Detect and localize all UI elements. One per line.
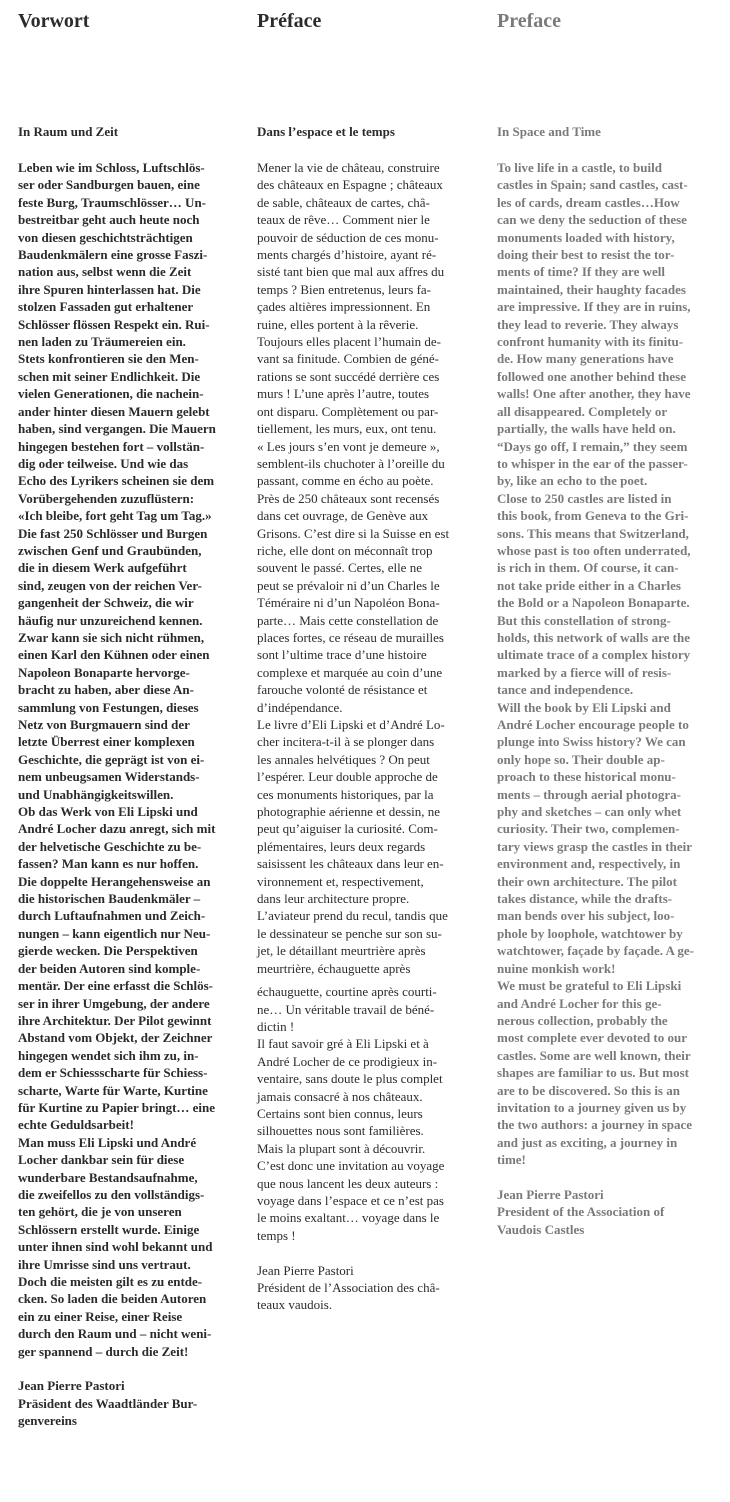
text-line: ander hinter diesen Mauern gelebt bbox=[18, 403, 210, 419]
text-line: für Kurtine zu Papier bringt… eine bbox=[18, 1099, 216, 1115]
text-line: letzte Überrest einer komplexen bbox=[18, 734, 195, 750]
text-line: phole by loophole, watchtower by bbox=[497, 925, 683, 941]
text-line: temps ? Bien entretenus, leurs fa- bbox=[257, 281, 431, 297]
german-subtitle: In Raum und Zeit bbox=[18, 124, 119, 139]
text-line: fassen? Man kann es nur hoffen. bbox=[18, 856, 199, 872]
text-line: the two authors: a journey in space bbox=[497, 1117, 692, 1133]
text-line: ments of time? If they are well bbox=[497, 264, 665, 280]
french-subtitle: Dans l’espace et le temps bbox=[257, 124, 395, 139]
text-line: walls! One after another, they have bbox=[497, 386, 691, 402]
text-line: stolzen Fassaden gut erhaltener bbox=[18, 299, 194, 315]
text-line: L’aviateur prend du recul, tandis que bbox=[257, 908, 448, 924]
text-line: les of cards, dream castles…How bbox=[497, 194, 680, 210]
text-line: peut se prévaloir ni d’un Charles le bbox=[257, 577, 440, 593]
text-line: haben, sind vergangen. Die Mauern bbox=[18, 421, 216, 437]
text-line: Certains sont bien connus, leurs bbox=[257, 1105, 423, 1121]
text-line: dictin ! bbox=[257, 1018, 295, 1034]
text-line: this book, from Geneva to the Gri- bbox=[497, 508, 689, 524]
german-title: Vorwort bbox=[18, 10, 90, 32]
text-line: und Unabhängigkeitswillen. bbox=[18, 786, 174, 802]
text-line: sammlung von Festungen, dieses bbox=[18, 699, 199, 715]
text-line: schen mit seiner Endlichkeit. Die bbox=[18, 368, 201, 384]
text-line: their own architecture. The pilot bbox=[497, 873, 677, 889]
text-line: dans leur architecture propre. bbox=[257, 891, 410, 907]
signature-line: Präsident des Waadtländer Bur- bbox=[18, 1395, 198, 1411]
text-line: l’espérer. Leur double approche de bbox=[257, 769, 438, 785]
text-line: cken. So laden die beiden Autoren bbox=[18, 1291, 207, 1307]
text-line: invitation to a journey given us by bbox=[497, 1099, 687, 1115]
text-line: que nous lancent les deux auteurs : bbox=[257, 1175, 439, 1191]
text-line: hingegen bestehen fort – vollstän- bbox=[18, 438, 205, 454]
signature-line: President of the Association of bbox=[497, 1204, 665, 1220]
text-line: die in diesem Werk aufgeführt bbox=[18, 560, 187, 576]
text-line: photographie aérienne et dessin, ne bbox=[257, 804, 441, 820]
text-line: gierde wecken. Die Perspektiven bbox=[18, 943, 198, 959]
text-line: Baudenkmälern eine grosse Faszi- bbox=[18, 247, 208, 263]
text-line: curiosity. Their two, complemen- bbox=[497, 821, 680, 837]
text-line: ultimate trace of a complex history bbox=[497, 647, 691, 663]
paragraph-gap bbox=[18, 1360, 216, 1377]
text-line: wunderbare Bestandsaufnahme, bbox=[18, 1169, 198, 1185]
text-line: Echo des Lyrikers scheinen sie dem bbox=[18, 473, 215, 489]
text-line: confront humanity with its finitu- bbox=[497, 334, 684, 350]
text-line: tance and independence. bbox=[497, 682, 634, 698]
text-line: Le livre d’Eli Lipski et d’André Lo- bbox=[257, 717, 445, 732]
text-line: Toujours elles placent l’humain de- bbox=[257, 334, 441, 350]
text-line: maintained, their haughty facades bbox=[497, 281, 686, 297]
german-body bbox=[18, 159, 216, 1430]
text-line: shapes are familiar to us. But most bbox=[497, 1065, 689, 1081]
text-line: ger spannend – durch die Zeit! bbox=[18, 1343, 189, 1359]
text-line: «Ich bleibe, fort geht Tag um Tag.» bbox=[18, 508, 212, 524]
text-line: parte… Mais cette constellation de bbox=[257, 612, 439, 628]
text-line: les annales helvétiques ? On peut bbox=[257, 751, 430, 767]
text-line: Grisons. C’est dire si la Suisse en est bbox=[257, 525, 450, 541]
text-line: gangenheit der Schweiz, die wir bbox=[18, 595, 194, 611]
text-line: Doch die meisten gilt es zu entde- bbox=[18, 1274, 203, 1289]
text-line: castles in Spain; sand castles, cast- bbox=[497, 177, 688, 193]
text-line: the Bold or a Napoleon Bonaparte. bbox=[497, 595, 690, 611]
text-line: they lead to reverie. They always bbox=[497, 316, 679, 332]
text-line: teaux de rêve… Comment nier le bbox=[257, 212, 430, 228]
text-line: echte Geduldsarbeit! bbox=[18, 1117, 134, 1133]
text-line: monuments loaded with history, bbox=[497, 229, 675, 245]
text-line: most complete ever devoted to our bbox=[497, 1030, 688, 1046]
text-line: nem unbeugsamen Widerstands- bbox=[18, 769, 200, 785]
text-line: ihre Architektur. Der Pilot gewinnt bbox=[18, 1012, 212, 1028]
text-line: ten gehört, die je von unseren bbox=[18, 1204, 182, 1220]
text-line: Die doppelte Herangehensweise an bbox=[18, 873, 211, 889]
text-line: bestreitbar geht auch heute noch bbox=[18, 212, 200, 228]
text-line: zwischen Genf und Graubünden, bbox=[18, 542, 202, 558]
text-line: « Les jours s’en vont je demeure », bbox=[257, 438, 440, 454]
text-line: meurtrière, échauguette après bbox=[257, 960, 411, 976]
text-line: can we deny the seduction of these bbox=[497, 212, 687, 228]
text-line: proach to these historical monu- bbox=[497, 769, 676, 785]
text-line: ont disparu. Complètement ou par- bbox=[257, 403, 439, 419]
text-line: le dessinateur se penche sur son su- bbox=[257, 925, 442, 941]
text-line: échauguette, courtine après courti- bbox=[257, 984, 437, 1000]
text-line: Netz von Burgmauern sind der bbox=[18, 717, 190, 732]
text-line: die zweifellos zu den vollständigs- bbox=[18, 1186, 205, 1202]
text-line: Die fast 250 Schlösser und Burgen bbox=[18, 525, 208, 541]
text-line: einen Karl den Kühnen oder einen bbox=[18, 647, 210, 663]
text-line: cher incitera-t-il à se plonger dans bbox=[257, 734, 435, 750]
text-line: scharte, Warte für Warte, Kurtine bbox=[18, 1082, 208, 1098]
text-line: de. How many generations have bbox=[497, 351, 674, 367]
signature-line: teaux vaudois. bbox=[257, 1297, 333, 1313]
text-line: But this constellation of strong- bbox=[497, 612, 671, 628]
text-line: Schlössern erstellt wurde. Einige bbox=[18, 1221, 200, 1237]
text-line: Téméraire ni d’un Napoléon Bona- bbox=[257, 595, 440, 611]
text-line: places fortes, ce réseau de murailles bbox=[257, 629, 444, 645]
text-line: feste Burg, Traumschlösser… Un- bbox=[18, 194, 207, 210]
text-line: nerous collection, probably the bbox=[497, 1012, 668, 1028]
text-line: complexe et marquée au coin d’une bbox=[257, 664, 443, 680]
text-line: followed one another behind these bbox=[497, 368, 686, 384]
text-line: de sable, châteaux de cartes, châ- bbox=[257, 194, 430, 210]
text-line: whose past is too often underrated, bbox=[497, 542, 691, 558]
signature-line: Jean Pierre Pastori bbox=[257, 1262, 354, 1278]
signature-line: Vaudois Castles bbox=[497, 1221, 585, 1237]
text-line: murs ! L’une après l’autre, toutes bbox=[257, 386, 430, 402]
text-line: ces monuments historiques, par la bbox=[257, 786, 434, 802]
text-line: silhouettes nous sont familières. bbox=[257, 1123, 424, 1139]
text-line: saisissent les châteaux dans leur en- bbox=[257, 856, 444, 872]
text-line: Locher dankbar sein für diese bbox=[18, 1152, 185, 1168]
text-line: dem er Schiessscharte für Schiess- bbox=[18, 1065, 208, 1081]
text-line: plémentaires, leurs deux regards bbox=[257, 838, 426, 854]
text-line: partially, the walls have held on. bbox=[497, 421, 676, 437]
text-line: watchtower, façade by façade. A ge- bbox=[497, 943, 695, 959]
text-line: are to be discovered. So this is an bbox=[497, 1082, 680, 1098]
text-line: die historischen Baudenkmäler – bbox=[18, 891, 201, 907]
signature-line: Jean Pierre Pastori bbox=[497, 1186, 604, 1202]
text-line: dig oder teilweise. Und wie das bbox=[18, 455, 189, 471]
text-line: Zwar kann sie sich nicht rühmen, bbox=[18, 629, 205, 645]
text-line: passant, comme en écho au poète. bbox=[257, 473, 434, 489]
text-line: plunge into Swiss history? We can bbox=[497, 734, 686, 750]
text-line: Will the book by Eli Lipski and bbox=[497, 699, 671, 715]
text-line: tiellement, les murs, eux, ont tenu. bbox=[257, 421, 437, 437]
text-line: ein zu einer Reise, einer Reise bbox=[18, 1308, 183, 1324]
text-line: temps ! bbox=[257, 1227, 296, 1243]
text-line: man bends over his subject, loo- bbox=[497, 908, 675, 924]
text-line: rations se sont succédé derrière ces bbox=[257, 368, 440, 384]
text-line: Mener la vie de château, construire bbox=[257, 160, 440, 175]
text-line: nen laden zu Träumereien ein. bbox=[18, 334, 186, 350]
text-line: ihre Spuren hinterlassen hat. Die bbox=[18, 281, 201, 297]
text-line: marked by a fierce will of resis- bbox=[497, 664, 672, 680]
text-line: to whisper in the ear of the passer- bbox=[497, 455, 688, 471]
text-line: çades altières impressionnent. En bbox=[257, 299, 431, 315]
text-line: Ob das Werk von Eli Lipski und bbox=[18, 804, 198, 820]
text-line: castles. Some are well known, their bbox=[497, 1047, 691, 1063]
text-line: vant sa finitude. Combien de géné- bbox=[257, 351, 439, 367]
text-line: environment and, respectively, in bbox=[497, 856, 681, 872]
signature-line: Jean Pierre Pastori bbox=[18, 1378, 125, 1394]
text-line: pouvoir de séduction de ces monu- bbox=[257, 229, 439, 245]
text-line: von diesen geschichtsträchtigen bbox=[18, 229, 193, 245]
text-line: dans cet ouvrage, de Genève aux bbox=[257, 508, 429, 524]
text-line: only hope so. Their double ap- bbox=[497, 751, 665, 767]
text-line: André Locher encourage people to bbox=[497, 717, 689, 732]
english-title: Preface bbox=[497, 10, 562, 32]
text-line: ments – through aerial photogra- bbox=[497, 786, 681, 802]
text-line: C’est donc une invitation au voyage bbox=[257, 1158, 445, 1174]
text-line: Mais la plupart sont à découvrir. bbox=[257, 1140, 426, 1156]
text-line: hingegen wendet sich ihm zu, in- bbox=[18, 1047, 199, 1063]
text-line: “Days go off, I remain,” they seem bbox=[497, 438, 688, 454]
text-line: Man muss Eli Lipski und André bbox=[18, 1134, 197, 1150]
text-line: We must be grateful to Eli Lipski bbox=[497, 978, 682, 994]
signature-line: genvereins bbox=[18, 1413, 77, 1429]
english-body bbox=[497, 159, 694, 1238]
text-line: is rich in them. Of course, it can- bbox=[497, 560, 679, 576]
text-line: des châteaux en Espagne ; châteaux bbox=[257, 177, 443, 193]
text-line: bracht zu haben, aber diese An- bbox=[18, 682, 194, 698]
text-line: André Locher de ce prodigieux in- bbox=[257, 1053, 438, 1069]
text-line: Schlösser flössen Respekt ein. Rui- bbox=[18, 316, 210, 332]
text-line: ser in ihrer Umgebung, der andere bbox=[18, 995, 210, 1011]
text-line: Abstand vom Objekt, der Zeichner bbox=[18, 1030, 213, 1046]
text-line: are impressive. If they are in ruins, bbox=[497, 299, 691, 315]
text-line: nuine monkish work! bbox=[497, 960, 616, 976]
text-line: Geschichte, die geprägt ist von ei- bbox=[18, 751, 205, 767]
text-line: der helvetische Geschichte zu be- bbox=[18, 838, 202, 854]
text-line: souvent le passé. Certes, elle ne bbox=[257, 560, 422, 576]
text-line: häufig nur unzureichend kennen. bbox=[18, 612, 203, 628]
text-line: unter ihnen sind wohl bekannt und bbox=[18, 1239, 213, 1255]
text-line: André Locher dazu anregt, sich mit bbox=[18, 821, 216, 837]
text-line: doing their best to resist the tor- bbox=[497, 247, 675, 263]
french-title: Préface bbox=[257, 10, 322, 32]
text-line: sisté tant bien que mal aux affres du bbox=[257, 264, 445, 280]
text-line: ihre Umrisse sind uns vertraut. bbox=[18, 1256, 191, 1272]
text-line: semblent-ils chuchoter à l’oreille du bbox=[257, 455, 445, 471]
text-line: Stets konfrontieren sie den Men- bbox=[18, 351, 199, 367]
text-line: ne… Un véritable travail de béné- bbox=[257, 1001, 435, 1017]
text-line: voyage dans l’espace et ce n’est pas bbox=[257, 1192, 444, 1208]
text-line: Napoleon Bonaparte hervorge- bbox=[18, 664, 190, 680]
text-line: sont l’ultime trace d’une histoire bbox=[257, 647, 427, 663]
text-line: Près de 250 châteaux sont recensés bbox=[257, 490, 440, 506]
french-body bbox=[257, 159, 449, 1314]
text-line: ments chargés d’histoire, ayant ré- bbox=[257, 247, 437, 263]
signature-line: Président de l’Association des châ- bbox=[257, 1279, 440, 1295]
text-line: farouche volonté de résistance et bbox=[257, 682, 428, 698]
text-line: nation aus, selbst wenn die Zeit bbox=[18, 264, 192, 280]
text-line: not take pride either in a Charles bbox=[497, 577, 681, 593]
text-line: Il faut savoir gré à Eli Lipski et à bbox=[257, 1036, 429, 1052]
text-line: ser oder Sandburgen bauen, eine bbox=[18, 177, 200, 193]
text-line: takes distance, while the drafts- bbox=[497, 891, 673, 907]
text-line: vironnement et, respectivement, bbox=[257, 873, 424, 889]
english-subtitle: In Space and Time bbox=[497, 124, 601, 139]
text-line: To live life in a castle, to build bbox=[497, 160, 662, 175]
text-line: riche, elle dont on méconnaît trop bbox=[257, 542, 433, 558]
text-line: sons. This means that Switzerland, bbox=[497, 525, 689, 541]
text-line: jamais consacré à nos châteaux. bbox=[257, 1088, 423, 1104]
paragraph-gap bbox=[497, 1169, 694, 1186]
text-line: all disappeared. Completely or bbox=[497, 403, 668, 419]
paragraph-gap bbox=[257, 1244, 449, 1261]
text-line: vielen Generationen, die nachein- bbox=[18, 386, 204, 402]
text-line: sind, zeugen von der reichen Ver- bbox=[18, 577, 202, 593]
text-line: durch den Raum und – nicht weni- bbox=[18, 1326, 212, 1342]
text-line: nungen – kann eigentlich nur Neu- bbox=[18, 925, 211, 941]
text-line: der beiden Autoren sind komple- bbox=[18, 960, 201, 976]
text-line: durch Luftaufnahmen und Zeich- bbox=[18, 908, 206, 924]
text-line: Leben wie im Schloss, Luftschlös- bbox=[18, 160, 205, 175]
text-line: Vorübergehenden zuzuflüstern: bbox=[18, 490, 195, 506]
text-line: ventaire, sans doute le plus complet bbox=[257, 1071, 443, 1087]
text-line: peut qu’aiguiser la curiosité. Com- bbox=[257, 821, 438, 837]
text-line: d’indépendance. bbox=[257, 699, 343, 715]
text-line: time! bbox=[497, 1152, 526, 1168]
text-line: and just as exciting, a journey in bbox=[497, 1134, 678, 1150]
text-line: mentär. Der eine erfasst die Schlös- bbox=[18, 978, 213, 994]
text-line: jet, le détaillant meurtrière après bbox=[257, 943, 426, 959]
text-line: ruine, elles portent à la rêverie. bbox=[257, 316, 419, 332]
text-line: and André Locher for this ge- bbox=[497, 995, 662, 1011]
text-line: tary views grasp the castles in their bbox=[497, 838, 692, 854]
text-line: Close to 250 castles are listed in bbox=[497, 490, 672, 506]
text-line: holds, this network of walls are the bbox=[497, 629, 690, 645]
text-line: by, like an echo to the poet. bbox=[497, 473, 648, 489]
text-line: le moins exaltant… voyage dans le bbox=[257, 1210, 440, 1226]
text-line: phy and sketches – can only whet bbox=[497, 804, 682, 820]
